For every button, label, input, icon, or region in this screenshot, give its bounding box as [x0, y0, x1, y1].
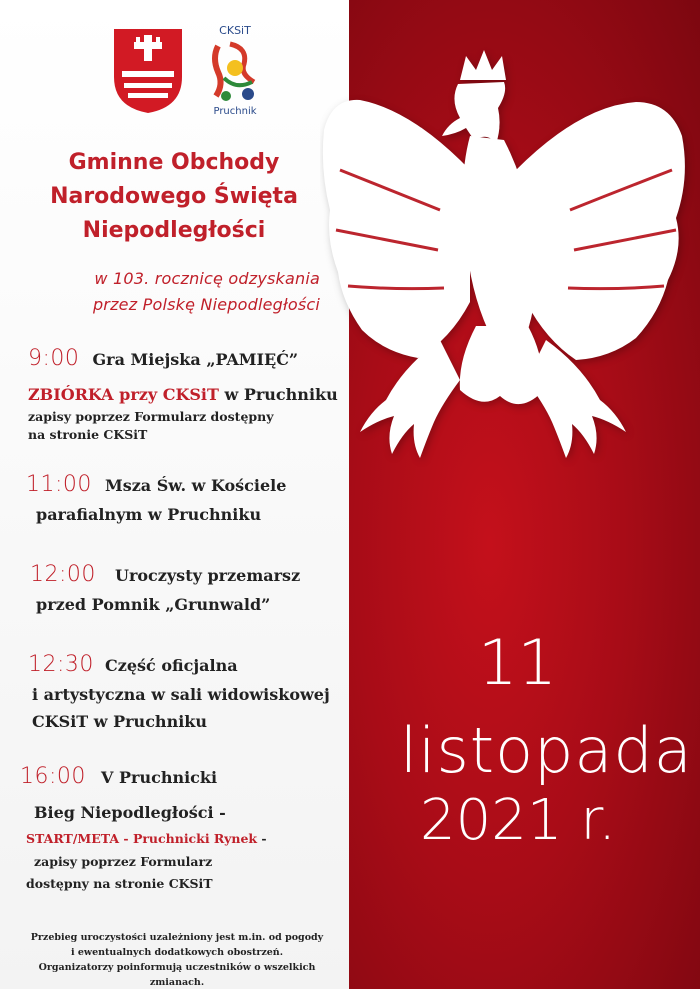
event-16-00 [0, 764, 349, 904]
event-time: 12:30 [28, 652, 94, 677]
event-dash: - [257, 831, 267, 846]
event-time: 12:00 [30, 562, 96, 587]
event-note-2: na stronie CKSiT [28, 427, 148, 442]
date-month: listopada [400, 714, 693, 787]
event-location: w Pruchniku [218, 385, 338, 404]
footer-line-2: i ewentualnych dodatkowych obostrzeń. [70, 947, 284, 958]
cksit-logo-name: CKSiT [219, 24, 251, 37]
event-title: Część oficjalna [105, 656, 238, 675]
cksit-logo-place: Pruchnik [213, 106, 257, 117]
footer-line-1: Przebieg uroczystości uzależniony jest m.in. od pogody [30, 932, 324, 943]
event-time: 11:00 [26, 472, 92, 497]
event-12-00 [0, 562, 349, 622]
event-title-2: parafialnym w Pruchniku [36, 505, 262, 524]
event-11-00 [0, 472, 349, 532]
white-eagle-icon [320, 40, 700, 500]
event-9-00 [0, 346, 349, 442]
date-year: 2021 r. [420, 788, 616, 853]
event-note-2: dostępny na stronie CKSiT [26, 876, 213, 891]
date-day: 11 [478, 626, 557, 699]
cksit-emblem-icon [208, 38, 262, 104]
title-line-2: Narodowego Święta [50, 184, 298, 209]
event-title-2: przed Pomnik „Grunwald” [36, 595, 271, 614]
title-line-1: Gminne Obchody [68, 150, 280, 175]
event-time: 16:00 [20, 764, 86, 789]
event-title: Uroczysty przemarsz [115, 566, 301, 585]
event-title-2: Bieg Niepodległości - [34, 803, 226, 822]
gmina-crest-icon [112, 27, 184, 115]
subtitle-line-2: przez Polskę Niepodległości [92, 295, 320, 314]
footer-note [10, 930, 344, 990]
subtitle-line-1: w 103. rocznicę odzyskania [94, 269, 320, 288]
subtitle [0, 266, 320, 318]
event-title: V Pruchnicki [101, 768, 218, 787]
event-title: Msza Św. w Kościele [105, 476, 287, 495]
event-12-30 [0, 652, 349, 738]
event-meeting-point: ZBIÓRKA przy CKSiT [28, 385, 219, 404]
event-time: 9:00 [28, 346, 80, 371]
footer-line-3: Organizatorzy poinformują uczestników o wszelkich zmianach. [38, 962, 316, 988]
event-start-finish: START/META - Pruchnicki Rynek [26, 831, 258, 846]
cksit-logo [204, 24, 266, 120]
event-title: Gra Miejska „PAMIĘĆ” [92, 350, 299, 369]
title-line-3: Niepodległości [82, 218, 266, 243]
event-title-3: CKSiT w Pruchniku [32, 712, 207, 731]
page-title [18, 146, 330, 248]
event-title-2: i artystyczna w sali widowiskowej [32, 685, 330, 704]
event-note: zapisy poprzez Formularz dostępny [28, 409, 274, 424]
event-note: zapisy poprzez Formularz [34, 854, 213, 869]
